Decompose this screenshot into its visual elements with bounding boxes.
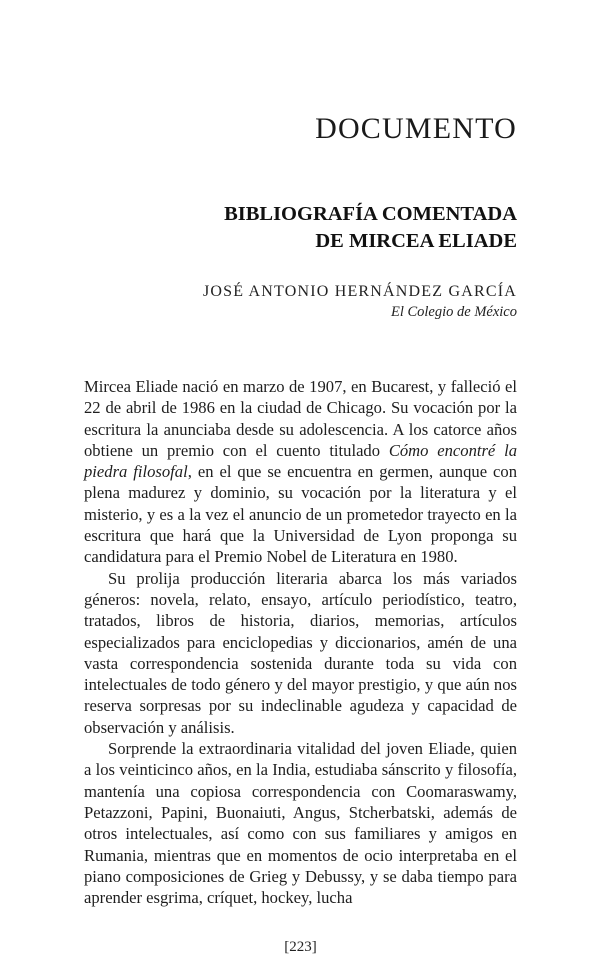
article-title-line-2: DE MIRCEA ELIADE xyxy=(315,230,517,252)
book-title-italic: Cómo encontré la piedra filosofal xyxy=(84,440,517,482)
body-text xyxy=(84,376,517,956)
article-title xyxy=(224,201,517,255)
paragraph-1-text-b: , en el que se encuentra en germen, aunque con plena madurez y dominio, su vocación por la literatura y el misterio, y es a la vez el anuncio de un prometedor trayecto en la escritura que hará que la Universidad de Lyon proponga su candidatura para el Premio Nobel de Literatura en 1980. xyxy=(84,462,517,567)
article-title-line-1: BIBLIOGRAFÍA COMENTADA xyxy=(224,203,517,225)
paragraph-1 xyxy=(84,376,517,568)
paragraph-3: Sorprende la extraordinaria vitalidad del joven Eliade, quien a los veinticinco años, en la India, estudiaba sánscrito y filosofía, mantenía una copiosa correspondencia con Coomaraswamy, Petazzoni, Papini, Buonaiuti, Angus, Stcherbatski, además de otros intelectuales, así como con sus familiares y amigos en Rumania, mientras que en momentos de ocio interpretaba en el piano composiciones de Grieg y Debussy, y se daba tiempo para aprender esgrima, críquet, hockey, lucha xyxy=(84,739,517,908)
author-name: JOSÉ ANTONIO HERNÁNDEZ GARCÍA xyxy=(202,283,517,300)
author-affiliation: El Colegio de México xyxy=(390,304,517,320)
paragraph-2: Su prolija producción literaria abarca los más variados géneros: novela, relato, ensayo, artículo periodístico, teatro, tratados, libros de historia, diarios, memorias, artículos especializados para enciclopedias y diccionarios, amén de una vasta correspondencia sostenida durante toda su vida con intelectuales de todo género y del mayor prestigio, y que aún nos reserva sorpresas por su indeclinable agudeza y capacidad de observación y análisis. xyxy=(84,568,517,737)
article-header xyxy=(83,112,517,322)
section-label: DOCUMENTO xyxy=(315,112,517,145)
page-number: [223] xyxy=(284,939,317,956)
paragraph-1-text-a: Mircea Eliade nació en marzo de 1907, en Bucarest, y falleció el 22 de abril de 1986 en la ciudad de Chicago. Su vocación por la escritura la anunciaba desde su adolescencia. A los catorce años obtiene un premio con el cuento titulado xyxy=(84,377,517,460)
